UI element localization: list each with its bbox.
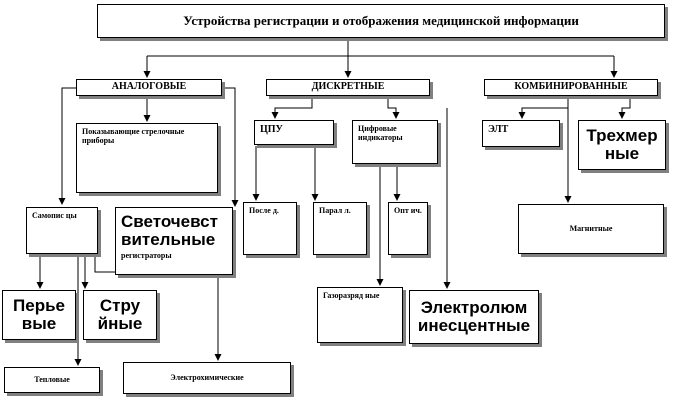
node-serial bbox=[243, 202, 297, 255]
node-pen-recorders-label: Перье вые bbox=[13, 295, 65, 333]
node-light-sensitive-recorders bbox=[115, 207, 233, 275]
node-crt bbox=[482, 120, 560, 147]
node-recorders bbox=[26, 207, 98, 254]
category-analog bbox=[76, 79, 222, 96]
node-gas-discharge bbox=[317, 287, 403, 343]
node-magnetic bbox=[518, 204, 664, 254]
node-electroluminescent bbox=[409, 290, 539, 344]
node-pointer-instruments-label: Показывающие стрелочные приборы bbox=[82, 127, 185, 145]
node-parallel bbox=[313, 202, 367, 255]
node-optical bbox=[388, 202, 428, 255]
node-magnetic-label: Магнитные bbox=[569, 223, 613, 233]
node-serial-label: После д. bbox=[249, 206, 279, 215]
node-pen-recorders bbox=[2, 290, 76, 340]
node-light-sensitive-label: Светочевст вительные bbox=[121, 212, 218, 250]
node-gas-discharge-label: Газоразряд ные bbox=[323, 291, 380, 300]
category-discrete-label: ДИСКРЕТНЫЕ bbox=[311, 81, 385, 93]
node-digital-indicators bbox=[352, 120, 438, 164]
node-three-dimensional bbox=[578, 120, 666, 170]
node-dpu-label: ЦПУ bbox=[260, 124, 283, 135]
category-combined-label: КОМБИНИРОВАННЫЕ bbox=[514, 81, 628, 93]
node-recorders-label: Самопис цы bbox=[32, 211, 77, 220]
node-electrochemical-label: Электрохимические bbox=[170, 372, 244, 382]
node-thermal bbox=[4, 367, 100, 393]
node-dpu bbox=[254, 120, 334, 145]
node-pointer-instruments bbox=[76, 123, 218, 193]
node-optical-label: Опт ич. bbox=[394, 206, 422, 215]
diagram-title bbox=[97, 4, 665, 38]
category-combined bbox=[484, 79, 658, 96]
node-light-sensitive-sublabel: регистраторы bbox=[121, 250, 172, 260]
node-crt-label: ЭЛТ bbox=[488, 124, 509, 135]
node-electroluminescent-label: Электролюм инесцентные bbox=[417, 297, 531, 335]
title-text: Устройства регистрации и отображения медицинской информации bbox=[183, 12, 579, 28]
node-jet-recorders-label: Стру йные bbox=[97, 295, 143, 333]
node-parallel-label: Парал л. bbox=[319, 206, 351, 215]
node-electrochemical bbox=[123, 362, 291, 394]
node-digital-indicators-label: Цифровые индикаторы bbox=[358, 124, 403, 142]
node-thermal-label: Тепловые bbox=[34, 374, 70, 384]
category-discrete bbox=[266, 79, 430, 96]
node-three-dimensional-label: Трехмер ные bbox=[586, 125, 658, 163]
node-jet-recorders bbox=[83, 290, 157, 340]
category-analog-label: АНАЛОГОВЫЕ bbox=[111, 81, 187, 93]
